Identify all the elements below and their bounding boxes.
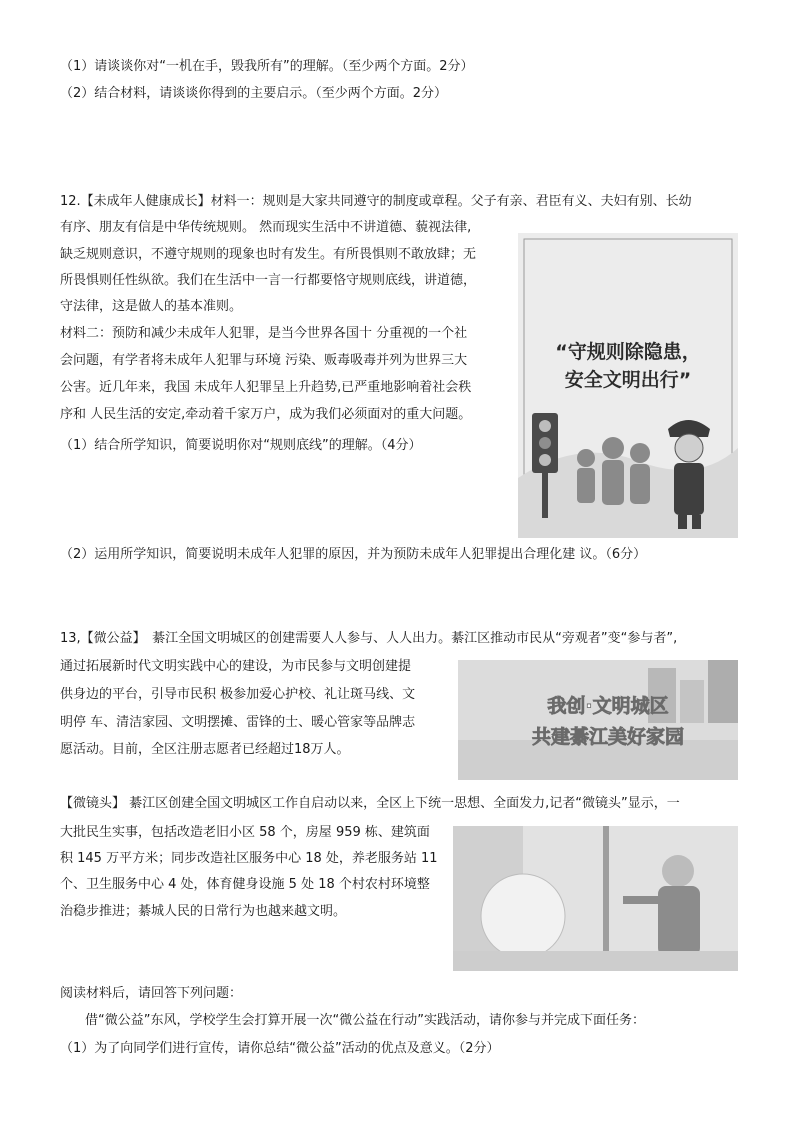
volunteer-photo	[453, 826, 738, 971]
poster-illustration	[518, 233, 738, 538]
q12-text-line: 所畏惧则任性纵欲。我们在生活中一言一行都要恪守规则底线，讲道德，	[60, 273, 477, 288]
q13-text-line: 治稳步推进；綦城人民的日常行为也越来越文明。	[60, 904, 347, 919]
q12-subquestion-1: （1）结合所学知识，简要说明你对“规则底线”的理解。（4分）	[60, 438, 422, 453]
q12-text-line: 序和 人民生活的安定,牵动着千家万户，成为我们必须面对的重大问题。	[60, 407, 472, 422]
q13-text-line: 通过拓展新时代文明实践中心的建设，为市民参与文明创建提	[60, 659, 412, 674]
q12-text-line: 会问题，有学者将未成年人犯罪与环境 污染、贩毒吸毒并列为世界三大	[60, 353, 468, 368]
banner-slogan-1: 我创·文明城区	[547, 695, 669, 717]
safety-poster-image	[518, 233, 738, 538]
q13-text-line: 愿活动。目前，全区注册志愿者已经超过18万人。	[60, 742, 350, 757]
q13-text-line: 大批民生实事，包括改造老旧小区 58 个，房屋 959 栋、建筑面	[60, 825, 430, 840]
q12-subquestion-2: （2）运用所学知识，简要说明未成年人犯罪的原因，并为预防未成年人犯罪提出合理化建 议。（6分）	[60, 547, 647, 562]
q12-text-line: 公害。近几年来，我国 未成年人犯罪呈上升趋势,已严重地影响着社会秩	[60, 380, 472, 395]
q12-material-two: 材料二：预防和减少未成年人犯罪，是当今世界各国十 分重视的一个社	[60, 326, 468, 341]
q12-text-line: 12.【未成年人健康成长】材料一：规则是大家共同遵守的制度或章程。父子有亲、君臣有义、夫妇有别、长幼	[60, 194, 692, 209]
q13-text-line: 明停 车、清洁家园、文明摆摊、雷锋的士、暖心管家等品牌志	[60, 715, 416, 730]
q11-subquestion-2: （2）结合材料，请谈谈你得到的主要启示。（至少两个方面。2分）	[60, 86, 448, 101]
q13-intro-line: 13,【微公益】 綦江全国文明城区的创建需要人人参与、人人出力。綦江区推动市民从“旁观者”变“参与者”,	[60, 631, 678, 646]
volunteer-photo-illustration	[453, 826, 738, 971]
banner-photo-illustration	[458, 660, 738, 780]
q12-text-line: 有序、朋友有信是中华传统规则。 然而现实生活中不讲道德、藐视法律,	[60, 220, 472, 235]
q13-micro-lens-line: 【微镜头】 綦江区创建全国文明城区工作自启动以来，全区上下统一思想、全面发力,记者“微镜头”显示，一	[60, 796, 680, 811]
banner-slogan-2: 共建綦江美好家园	[531, 726, 685, 748]
q13-read-instruction: 阅读材料后，请回答下列问题：	[60, 986, 243, 1001]
q12-text-line: 缺乏规则意识，不遵守规则的现象也时有发生。有所畏惧则不敢放肆；无	[60, 247, 477, 262]
q13-text-line: 供身边的平台，引导市民积 极参加爱心护校、礼让斑马线、文	[60, 687, 416, 702]
q13-task-description: 借“微公益”东风，学校学生会打算开展一次“微公益在行动”实践活动，请你参与并完成下面任务：	[85, 1013, 645, 1028]
poster-slogan-1: “守规则除隐患，	[555, 341, 701, 363]
q13-subquestion-1: （1）为了向同学们进行宣传，请你总结“微公益”活动的优点及意义。（2分）	[60, 1041, 500, 1056]
civilized-city-banner-photo	[458, 660, 738, 780]
q13-text-line: 个、卫生服务中心 4 处，体育健身设施 5 处 18 个村农村环境整	[60, 877, 430, 892]
q11-subquestion-1: （1）请谈谈你对“一机在手，毁我所有”的理解。（至少两个方面。2分）	[60, 59, 474, 74]
q12-text-line: 守法律，这是做人的基本准则。	[60, 299, 243, 314]
poster-slogan-2: 安全文明出行”	[564, 369, 692, 391]
q13-text-line: 积 145 万平方米；同步改造社区服务中心 18 处，养老服务站 11	[60, 851, 438, 866]
